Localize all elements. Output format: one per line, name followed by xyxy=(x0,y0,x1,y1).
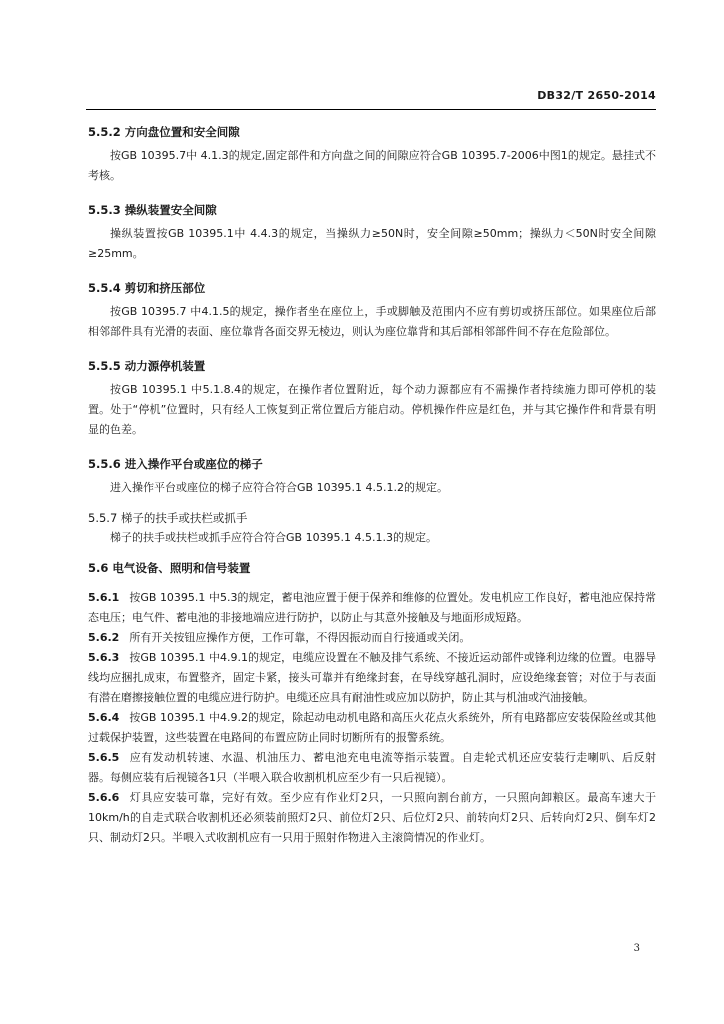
clause-5-6-6 xyxy=(88,788,656,848)
clause-number: 5.6.5 xyxy=(88,751,120,764)
header-divider xyxy=(86,109,656,110)
clause-5-6-3 xyxy=(88,648,656,708)
section-text-5-5-5: 按GB 10395.1 中5.1.8.4的规定，在操作者位置附近，每个动力源都应有不需操作者持续施力即可停机的装置。处于“停机”位置时，只有经人工恢复到正常位置后方能启动。停机操作件应是红色，并与其它操作件和背景有明显的色差。 xyxy=(88,383,656,436)
section-text-5-5-6: 进入操作平台或座位的梯子应符合符合GB 10395.1 4.5.1.2的规定。 xyxy=(110,481,449,494)
clause-number: 5.6.6 xyxy=(88,791,120,804)
document-body xyxy=(88,122,656,848)
section-heading-5-5-6: 5.5.6 进入操作平台或座位的梯子 xyxy=(88,457,263,471)
clause-number: 5.6.3 xyxy=(88,651,120,664)
clause-5-6-2 xyxy=(88,628,656,648)
clause-5-6-1 xyxy=(88,588,656,628)
clause-text: 所有开关按钮应操作方便，工作可靠，不得因振动而自行接通或关闭。 xyxy=(129,631,471,644)
clause-text: 应有发动机转速、水温、机油压力、蓄电池充电电流等指示装置。自走轮式机还应安装行走喇叭、后反射器。每侧应装有后视镜各1只（半喂入联合收割机机应至少有一只后视镜）。 xyxy=(88,751,656,784)
section-heading-5-5-5: 5.5.5 动力源停机装置 xyxy=(88,359,206,373)
clause-number: 5.6.2 xyxy=(88,631,120,644)
section-heading-5-5-4: 5.5.4 剪切和挤压部位 xyxy=(88,281,206,295)
document-code: DB32/T 2650-2014 xyxy=(537,89,656,102)
page-number: 3 xyxy=(633,943,640,954)
clause-number: 5.6.1 xyxy=(88,591,120,604)
section-heading-5-5-2: 5.5.2 方向盘位置和安全间隙 xyxy=(88,125,240,139)
clause-text: 按GB 10395.1 中4.9.2的规定，除起动电动机电路和高压火花点火系统外，所有电路都应安装保险丝或其他过载保护装置，这些装置在电路间的布置应防止同时切断所有的报警系统。 xyxy=(88,711,656,744)
section-text-5-5-2: 按GB 10395.7中 4.1.3的规定,固定部件和方向盘之间的间隙应符合GB 10395.7-2006中图1的规定。悬挂式不考核。 xyxy=(88,149,656,182)
section-text-5-5-3: 操纵装置按GB 10395.1中 4.4.3的规定，当操纵力≥50N时，安全间隙≥50mm；操纵力＜50N时安全间隙≥25mm。 xyxy=(88,227,656,260)
clause-5-6-5 xyxy=(88,748,656,788)
clause-number: 5.6.4 xyxy=(88,711,120,724)
clause-text: 灯具应安装可靠，完好有效。至少应有作业灯2只，一只照向割台前方，一只照向卸粮区。最高车速大于10km/h的自走式联合收割机还必须装前照灯2只、前位灯2只、后位灯2只、前转向灯2只、后转向灯2只、倒车灯2只、制动灯2只。半喂入式收割机应有一只用于照射作物进入主滚筒情况的作业灯。 xyxy=(88,791,656,844)
clause-text: 按GB 10395.1 中4.9.1的规定，电缆应设置在不触及排气系统、不接近运动部件或锋利边缘的位置。电器导线均应捆扎成束，布置整齐，固定卡紧，接头可靠并有绝缘封套，在导线穿越孔洞时，应设绝缘套管；对位于与表面有潜在磨擦接触位置的电缆应进行防护。电缆还应具有耐油性或应加以防护，防止其与机油或汽油接触。 xyxy=(88,651,656,704)
section-heading-5-5-3: 5.5.3 操纵装置安全间隙 xyxy=(88,203,217,217)
section-text-5-5-7: 梯子的扶手或扶栏或抓手应符合符合GB 10395.1 4.5.1.3的规定。 xyxy=(110,531,438,544)
clause-text: 按GB 10395.1 中5.3的规定，蓄电池应置于便于保养和维修的位置处。发电机应工作良好，蓄电池应保持常态电压；电气件、蓄电池的非接地端应进行防护，以防止与其意外接触及与地面形成短路。 xyxy=(88,591,656,624)
section-heading-5-6: 5.6 电气设备、照明和信号装置 xyxy=(88,561,251,575)
section-heading-5-5-7: 5.5.7 梯子的扶手或扶栏或抓手 xyxy=(88,511,248,525)
section-text-5-5-4: 按GB 10395.7 中4.1.5的规定，操作者坐在座位上，手或脚触及范围内不应有剪切或挤压部位。如果座位后部相邻部件具有光滑的表面、座位靠背各面交界无棱边，则认为座位靠背和其后部相邻部件间不存在危险部位。 xyxy=(88,305,656,338)
clause-5-6-4 xyxy=(88,708,656,748)
